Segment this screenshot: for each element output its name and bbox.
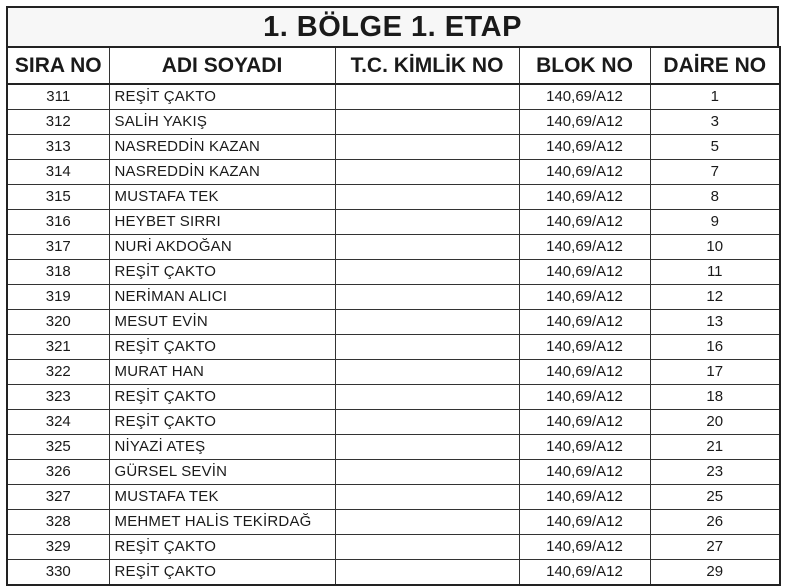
adi-soyadi-cell: HEYBET SIRRI <box>109 210 335 235</box>
header-adi-soyadi: ADI SOYADI <box>109 47 335 84</box>
adi-soyadi-cell: NİYAZİ ATEŞ <box>109 435 335 460</box>
daire-no-cell: 9 <box>650 210 780 235</box>
adi-soyadi-cell: MESUT EVİN <box>109 310 335 335</box>
sira-no-cell: 318 <box>7 260 109 285</box>
sira-no-cell: 319 <box>7 285 109 310</box>
daire-no-cell: 11 <box>650 260 780 285</box>
daire-no-cell: 21 <box>650 435 780 460</box>
sira-no-cell: 315 <box>7 185 109 210</box>
table-row <box>7 335 780 360</box>
daire-no-cell: 5 <box>650 135 780 160</box>
tc-kimlik-no-cell <box>335 335 519 360</box>
sira-no-cell: 323 <box>7 385 109 410</box>
table-row <box>7 285 780 310</box>
tc-kimlik-no-cell <box>335 410 519 435</box>
document-sheet <box>6 6 779 586</box>
blok-no-cell: 140,69/A12 <box>519 160 650 185</box>
adi-soyadi-cell: NURİ AKDOĞAN <box>109 235 335 260</box>
table-row <box>7 135 780 160</box>
tc-kimlik-no-cell <box>335 360 519 385</box>
tc-kimlik-no-cell <box>335 485 519 510</box>
daire-no-cell: 12 <box>650 285 780 310</box>
blok-no-cell: 140,69/A12 <box>519 360 650 385</box>
daire-no-cell: 23 <box>650 460 780 485</box>
adi-soyadi-cell: SALİH YAKIŞ <box>109 110 335 135</box>
sira-no-cell: 317 <box>7 235 109 260</box>
daire-no-cell: 8 <box>650 185 780 210</box>
sira-no-cell: 321 <box>7 335 109 360</box>
daire-no-cell: 26 <box>650 510 780 535</box>
blok-no-cell: 140,69/A12 <box>519 285 650 310</box>
adi-soyadi-cell: MEHMET HALİS TEKİRDAĞ <box>109 510 335 535</box>
tc-kimlik-no-cell <box>335 285 519 310</box>
sira-no-cell: 320 <box>7 310 109 335</box>
adi-soyadi-cell: MUSTAFA TEK <box>109 485 335 510</box>
sira-no-cell: 324 <box>7 410 109 435</box>
tc-kimlik-no-cell <box>335 535 519 560</box>
sira-no-cell: 316 <box>7 210 109 235</box>
daire-no-cell: 7 <box>650 160 780 185</box>
adi-soyadi-cell: REŞİT ÇAKTO <box>109 84 335 110</box>
table-row <box>7 435 780 460</box>
blok-no-cell: 140,69/A12 <box>519 485 650 510</box>
blok-no-cell: 140,69/A12 <box>519 335 650 360</box>
tc-kimlik-no-cell <box>335 460 519 485</box>
table-row <box>7 260 780 285</box>
tc-kimlik-no-cell <box>335 510 519 535</box>
tc-kimlik-no-cell <box>335 185 519 210</box>
table-row <box>7 460 780 485</box>
tc-kimlik-no-cell <box>335 110 519 135</box>
adi-soyadi-cell: REŞİT ÇAKTO <box>109 385 335 410</box>
adi-soyadi-cell: REŞİT ÇAKTO <box>109 260 335 285</box>
sira-no-cell: 326 <box>7 460 109 485</box>
adi-soyadi-cell: REŞİT ÇAKTO <box>109 335 335 360</box>
table-row <box>7 560 780 586</box>
daire-no-cell: 17 <box>650 360 780 385</box>
tc-kimlik-no-cell <box>335 560 519 586</box>
blok-no-cell: 140,69/A12 <box>519 135 650 160</box>
blok-no-cell: 140,69/A12 <box>519 560 650 586</box>
daire-no-cell: 25 <box>650 485 780 510</box>
sira-no-cell: 330 <box>7 560 109 586</box>
adi-soyadi-cell: MUSTAFA TEK <box>109 185 335 210</box>
blok-no-cell: 140,69/A12 <box>519 535 650 560</box>
tc-kimlik-no-cell <box>335 135 519 160</box>
tc-kimlik-no-cell <box>335 310 519 335</box>
blok-no-cell: 140,69/A12 <box>519 460 650 485</box>
table-row <box>7 360 780 385</box>
tc-kimlik-no-cell <box>335 435 519 460</box>
blok-no-cell: 140,69/A12 <box>519 110 650 135</box>
adi-soyadi-cell: REŞİT ÇAKTO <box>109 535 335 560</box>
adi-soyadi-cell: REŞİT ÇAKTO <box>109 560 335 586</box>
table-row <box>7 510 780 535</box>
daire-no-cell: 20 <box>650 410 780 435</box>
header-sira-no: SIRA NO <box>7 47 109 84</box>
blok-no-cell: 140,69/A12 <box>519 185 650 210</box>
daire-no-cell: 10 <box>650 235 780 260</box>
daire-no-cell: 3 <box>650 110 780 135</box>
sira-no-cell: 313 <box>7 135 109 160</box>
header-row <box>7 47 780 84</box>
tc-kimlik-no-cell <box>335 385 519 410</box>
blok-no-cell: 140,69/A12 <box>519 84 650 110</box>
adi-soyadi-cell: GÜRSEL SEVİN <box>109 460 335 485</box>
tc-kimlik-no-cell <box>335 260 519 285</box>
tc-kimlik-no-cell <box>335 235 519 260</box>
table-row <box>7 210 780 235</box>
table-row <box>7 185 780 210</box>
sira-no-cell: 325 <box>7 435 109 460</box>
adi-soyadi-cell: NASREDDİN KAZAN <box>109 160 335 185</box>
tc-kimlik-no-cell <box>335 210 519 235</box>
table-body <box>7 84 780 585</box>
daire-no-cell: 27 <box>650 535 780 560</box>
daire-no-cell: 29 <box>650 560 780 586</box>
adi-soyadi-cell: MURAT HAN <box>109 360 335 385</box>
sira-no-cell: 311 <box>7 84 109 110</box>
header-tc-kimlik-no: T.C. KİMLİK NO <box>335 47 519 84</box>
table-row <box>7 110 780 135</box>
sira-no-cell: 322 <box>7 360 109 385</box>
daire-no-cell: 1 <box>650 84 780 110</box>
blok-no-cell: 140,69/A12 <box>519 260 650 285</box>
adi-soyadi-cell: NERİMAN ALICI <box>109 285 335 310</box>
sira-no-cell: 312 <box>7 110 109 135</box>
blok-no-cell: 140,69/A12 <box>519 510 650 535</box>
table-row <box>7 310 780 335</box>
table-row <box>7 485 780 510</box>
daire-no-cell: 18 <box>650 385 780 410</box>
daire-no-cell: 16 <box>650 335 780 360</box>
blok-no-cell: 140,69/A12 <box>519 235 650 260</box>
table-row <box>7 385 780 410</box>
adi-soyadi-cell: REŞİT ÇAKTO <box>109 410 335 435</box>
residents-table <box>6 46 781 586</box>
blok-no-cell: 140,69/A12 <box>519 385 650 410</box>
header-blok-no: BLOK NO <box>519 47 650 84</box>
sira-no-cell: 327 <box>7 485 109 510</box>
sira-no-cell: 328 <box>7 510 109 535</box>
blok-no-cell: 140,69/A12 <box>519 410 650 435</box>
table-row <box>7 535 780 560</box>
table-row <box>7 160 780 185</box>
adi-soyadi-cell: NASREDDİN KAZAN <box>109 135 335 160</box>
table-row <box>7 410 780 435</box>
sira-no-cell: 314 <box>7 160 109 185</box>
sira-no-cell: 329 <box>7 535 109 560</box>
document-title: 1. BÖLGE 1. ETAP <box>6 6 779 46</box>
header-daire-no: DAİRE NO <box>650 47 780 84</box>
blok-no-cell: 140,69/A12 <box>519 435 650 460</box>
table-row <box>7 84 780 110</box>
table-row <box>7 235 780 260</box>
daire-no-cell: 13 <box>650 310 780 335</box>
tc-kimlik-no-cell <box>335 84 519 110</box>
blok-no-cell: 140,69/A12 <box>519 210 650 235</box>
tc-kimlik-no-cell <box>335 160 519 185</box>
blok-no-cell: 140,69/A12 <box>519 310 650 335</box>
